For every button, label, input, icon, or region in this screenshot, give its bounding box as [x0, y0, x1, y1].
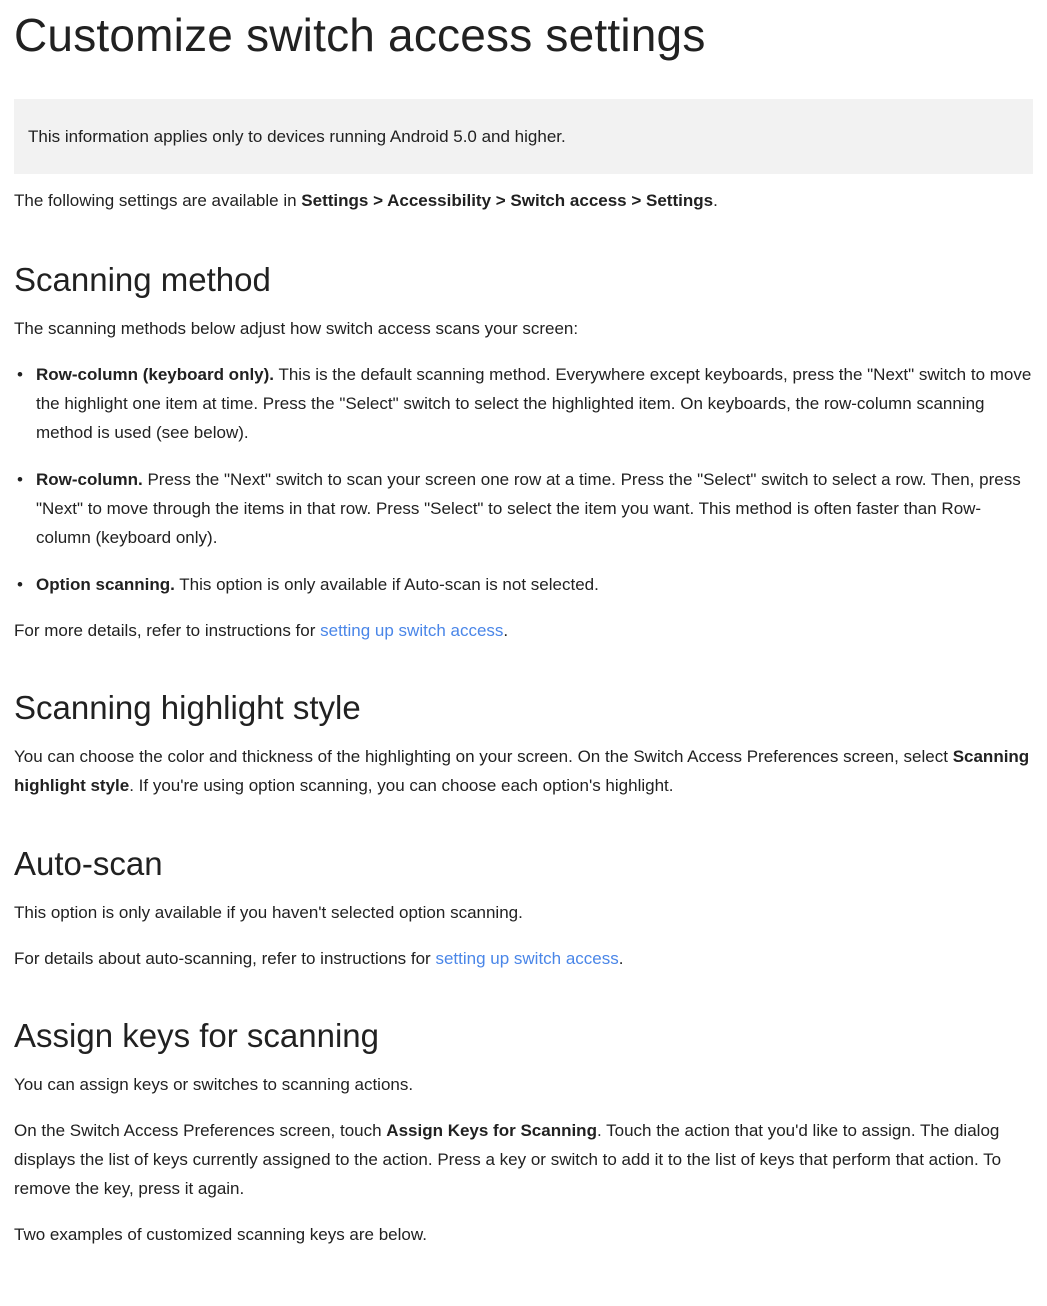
highlight-suffix: . If you're using option scanning, you can choose each option's highlight.: [129, 776, 674, 795]
list-item: [14, 465, 1033, 552]
assign-suffix: . Touch the action that you'd like to assign. The dialog displays the list of keys currently assigned to the action. Press a key or switch to add it to the list of keys that perform that action. To remove the key, press it again.: [14, 1121, 1002, 1198]
article: [0, 8, 1047, 1249]
setup-switch-access-link[interactable]: setting up switch access: [435, 949, 619, 968]
highlight-prefix: You can choose the color and thickness of the highlighting on your screen. On the Switch Access Preferences screen, select: [14, 747, 953, 766]
scanning-method-list: [14, 360, 1033, 599]
list-item-text: Press the "Next" switch to scan your screen one row at a time. Press the "Select" switch to select a row. Then, press "Next" to move through the items in that row. Press "Select" to select the item you want. This method is often faster than Row-column (keyboard only).: [36, 470, 1021, 547]
auto-scan-lead: This option is only available if you haven't selected option scanning.: [14, 903, 523, 922]
bullet-icon: •: [17, 575, 23, 594]
page-title: Customize switch access settings: [14, 9, 706, 61]
intro-suffix: .: [713, 191, 718, 210]
list-item: [14, 360, 1033, 447]
scanning-method-lead: The scanning methods below adjust how switch access scans your screen:: [14, 319, 579, 338]
list-item-text: This is the default scanning method. Everywhere except keyboards, press the "Next" switch to move the highlight one item at time. Press the "Select" switch to select the highlighted item. On keyboards, the row-column scanning method is used (see below).: [36, 365, 1032, 442]
intro-paragraph: [14, 186, 1033, 215]
assign-setting-name: Assign Keys for Scanning: [386, 1121, 597, 1140]
heading-assign-keys: Assign keys for scanning: [14, 1017, 380, 1054]
assign-keys-lead: You can assign keys or switches to scanning actions.: [14, 1075, 414, 1094]
more-prefix: For more details, refer to instructions for: [14, 621, 321, 640]
intro-prefix: The following settings are available in: [14, 191, 302, 210]
bullet-icon: •: [17, 470, 23, 489]
info-note: [14, 99, 1033, 174]
list-item: [14, 570, 1033, 599]
list-item-text: This option is only available if Auto-scan is not selected.: [174, 575, 599, 594]
highlight-style-paragraph: [14, 742, 1033, 800]
details-suffix: .: [618, 949, 624, 968]
heading-auto-scan: Auto-scan: [14, 845, 163, 882]
list-item-title: Row-column.: [36, 470, 143, 489]
more-suffix: .: [503, 621, 509, 640]
bullet-icon: •: [17, 365, 23, 384]
info-note-text: This information applies only to devices running Android 5.0 and higher.: [28, 126, 566, 146]
details-prefix: For details about auto-scanning, refer to instructions for: [14, 949, 436, 968]
assign-keys-body: [14, 1116, 1033, 1203]
setup-switch-access-link[interactable]: setting up switch access: [320, 621, 504, 640]
heading-scanning-method: Scanning method: [14, 261, 271, 298]
heading-scanning-highlight-style: Scanning highlight style: [14, 689, 361, 726]
list-item-title: Option scanning.: [36, 575, 175, 594]
auto-scan-details: [14, 944, 1033, 973]
highlight-setting-name: Scanning highlight style: [14, 747, 1030, 795]
settings-path: Settings > Accessibility > Switch access > Settings: [301, 191, 714, 210]
assign-prefix: On the Switch Access Preferences screen, touch: [14, 1121, 387, 1140]
list-item-title: Row-column (keyboard only).: [36, 365, 275, 384]
assign-keys-examples: Two examples of customized scanning keys are below.: [14, 1225, 427, 1244]
scanning-method-more: [14, 616, 1033, 645]
